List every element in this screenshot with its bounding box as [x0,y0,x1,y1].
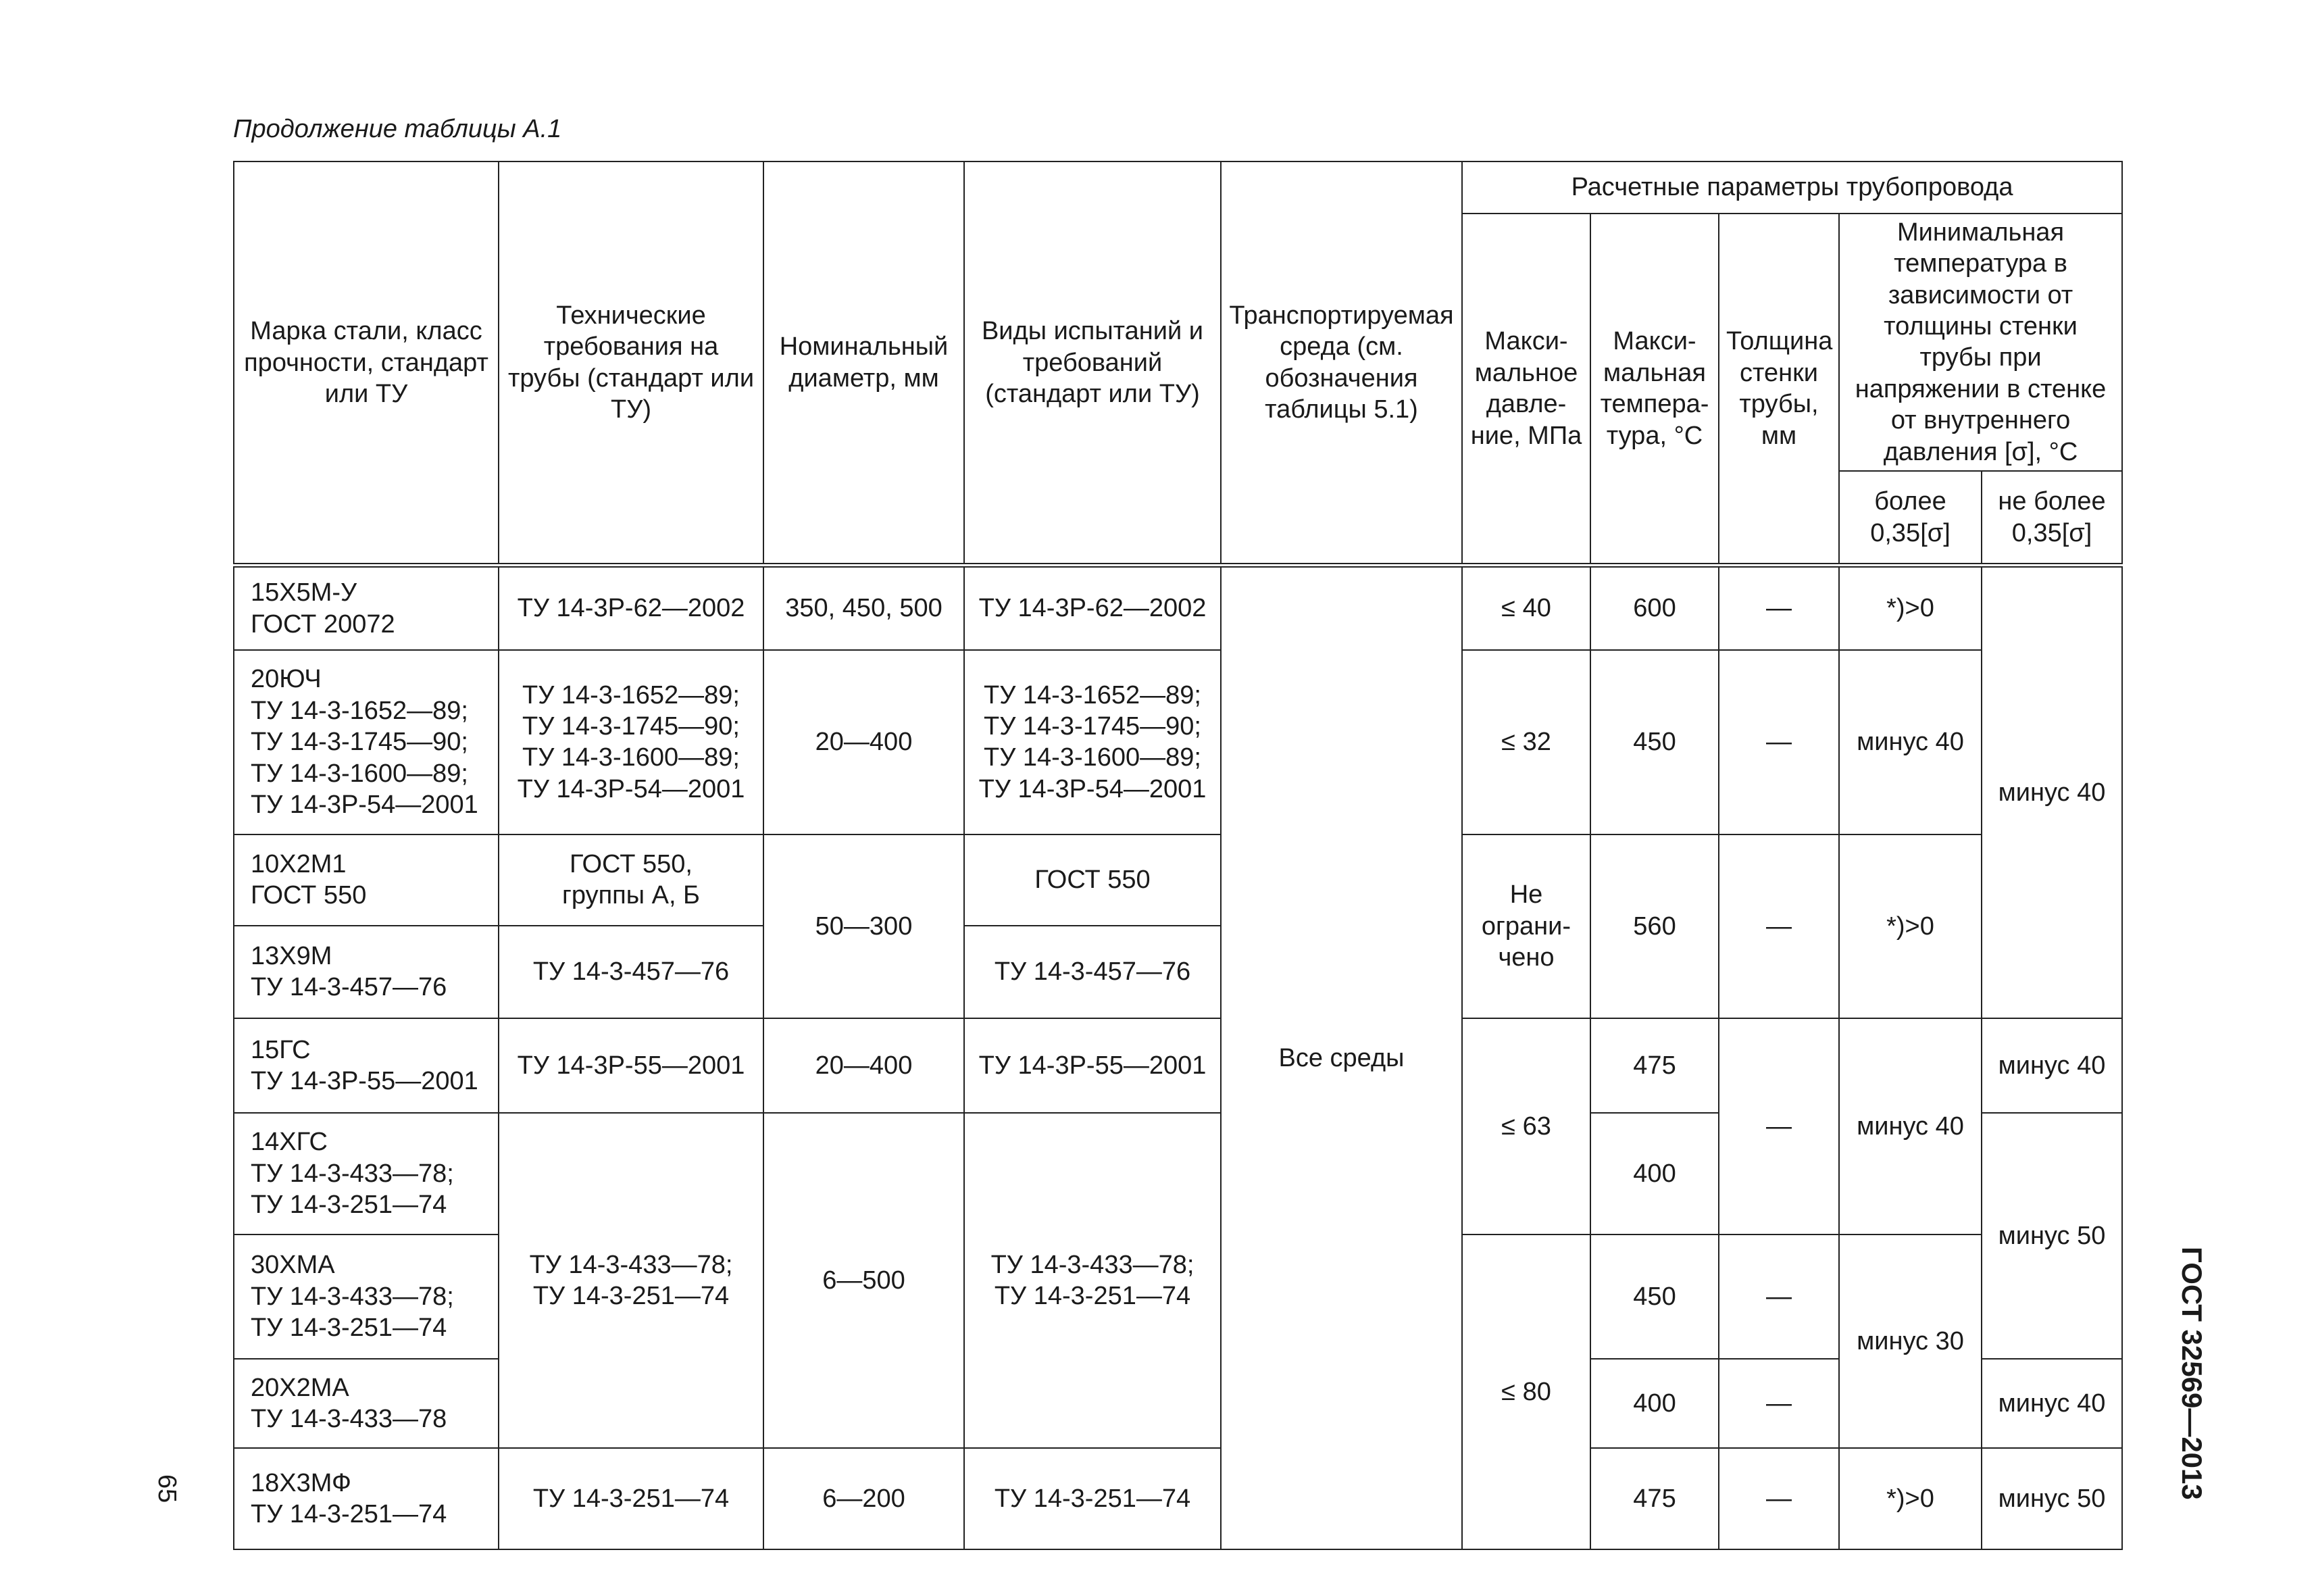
row2-pressure: ≤ 32 [1462,650,1590,834]
header-notmore: не более 0,35[σ] [1982,471,2122,566]
row8-steel: 20Х2МА ТУ 14-3-433—78 [234,1359,499,1448]
row9-tests: ТУ 14-3-251—74 [964,1448,1221,1549]
document-code: ГОСТ 32569—2013 [2176,1247,2208,1500]
row2-tech: ТУ 14-3-1652—89; ТУ 14-3-1745—90; ТУ 14-3-1600—89; ТУ 14-3Р-54—2001 [499,650,763,834]
row2-temp: 450 [1590,650,1719,834]
header-temperature: Макси-мальная темпера-тура, °С [1590,214,1719,566]
row3-tech: ГОСТ 550, группы А, Б [499,834,763,926]
row9-tech: ТУ 14-3-251—74 [499,1448,763,1549]
media-all: Все среды [1221,566,1462,1549]
row5-tech: ТУ 14-3Р-55—2001 [499,1018,763,1113]
row9-more: *)>0 [1839,1448,1982,1549]
rows5-6-wall: — [1719,1018,1839,1235]
row8-temp: 400 [1590,1359,1719,1448]
row2-dn: 20—400 [763,650,964,834]
row1-temp: 600 [1590,566,1719,650]
rows3-4-dn: 50—300 [763,834,964,1018]
table-caption: Продолжение таблицы А.1 [233,115,562,143]
rows7-8-more: минус 30 [1839,1235,1982,1448]
header-diameter: Номинальный диаметр, мм [763,161,964,566]
row4-tests: ТУ 14-3-457—76 [964,926,1221,1018]
row8-wall: — [1719,1359,1839,1448]
rows5-6-more: минус 40 [1839,1018,1982,1235]
row2-tests: ТУ 14-3-1652—89; ТУ 14-3-1745—90; ТУ 14-3-1600—89; ТУ 14-3Р-54—2001 [964,650,1221,834]
row9-dn: 6—200 [763,1448,964,1549]
row9-temp: 475 [1590,1448,1719,1549]
header-min-temp: Минимальная температура в зависимости от толщины стенки трубы при напряжении в стенке от внутреннего давления [σ], °С [1839,214,2122,471]
row6-steel: 14ХГС ТУ 14-3-433—78; ТУ 14-3-251—74 [234,1113,499,1235]
header-steel: Марка стали, класс прочности, стандарт или ТУ [234,161,499,566]
page-number: 65 [153,1474,181,1503]
rows3-4-wall: — [1719,834,1839,1018]
row5-steel: 15ГС ТУ 14-3Р-55—2001 [234,1018,499,1113]
row1-dn: 350, 450, 500 [763,566,964,650]
header-pressure: Макси-мальное давле-ние, МПа [1462,214,1590,566]
row4-steel: 13Х9М ТУ 14-3-457—76 [234,926,499,1018]
row9-steel: 18Х3МФ ТУ 14-3-251—74 [234,1448,499,1549]
row7-temp: 450 [1590,1235,1719,1359]
steel-pipe-table [233,161,2123,1550]
row5-notmore: минус 40 [1982,1018,2122,1113]
header-wall: Толщина стенки трубы, мм [1719,214,1839,566]
row1-steel: 15Х5М-У ГОСТ 20072 [234,566,499,650]
rows6-7-notmore: минус 50 [1982,1113,2122,1359]
rows3-4-temp: 560 [1590,834,1719,1018]
row1-wall: — [1719,566,1839,650]
rows7-9-pressure: ≤ 80 [1462,1235,1590,1549]
row4-tech: ТУ 14-3-457—76 [499,926,763,1018]
row1-tech: ТУ 14-3Р-62—2002 [499,566,763,650]
row5-dn: 20—400 [763,1018,964,1113]
row6-temp: 400 [1590,1113,1719,1235]
rows6-8-tech: ТУ 14-3-433—78; ТУ 14-3-251—74 [499,1113,763,1448]
row5-tests: ТУ 14-3Р-55—2001 [964,1018,1221,1113]
rows3-4-pressure: Не ограни- чено [1462,834,1590,1018]
rows3-4-more: *)>0 [1839,834,1982,1018]
row5-temp: 475 [1590,1018,1719,1113]
row2-wall: — [1719,650,1839,834]
rows6-8-dn: 6—500 [763,1113,964,1448]
rows5-6-pressure: ≤ 63 [1462,1018,1590,1235]
row9-notmore: минус 50 [1982,1448,2122,1549]
row3-tests: ГОСТ 550 [964,834,1221,926]
header-tests: Виды испытаний и требований (стандарт или ТУ) [964,161,1221,566]
row7-wall: — [1719,1235,1839,1359]
row1-pressure: ≤ 40 [1462,566,1590,650]
row8-notmore: минус 40 [1982,1359,2122,1448]
row1-more: *)>0 [1839,566,1982,650]
row9-wall: — [1719,1448,1839,1549]
row2-more: минус 40 [1839,650,1982,834]
row1-tests: ТУ 14-3Р-62—2002 [964,566,1221,650]
row2-steel: 20ЮЧ ТУ 14-3-1652—89; ТУ 14-3-1745—90; ТУ 14-3-1600—89; ТУ 14-3Р-54—2001 [234,650,499,834]
rows6-8-tests: ТУ 14-3-433—78; ТУ 14-3-251—74 [964,1113,1221,1448]
header-media: Транспортируемая среда (см. обозначения таблицы 5.1) [1221,161,1462,566]
header-more: более 0,35[σ] [1839,471,1982,566]
row3-steel: 10Х2М1 ГОСТ 550 [234,834,499,926]
header-params: Расчетные параметры трубопровода [1462,161,2122,214]
row7-steel: 30ХМА ТУ 14-3-433—78; ТУ 14-3-251—74 [234,1235,499,1359]
rows1-4-notmore: минус 40 [1982,566,2122,1018]
header-tech: Технические требования на трубы (стандарт или ТУ) [499,161,763,566]
